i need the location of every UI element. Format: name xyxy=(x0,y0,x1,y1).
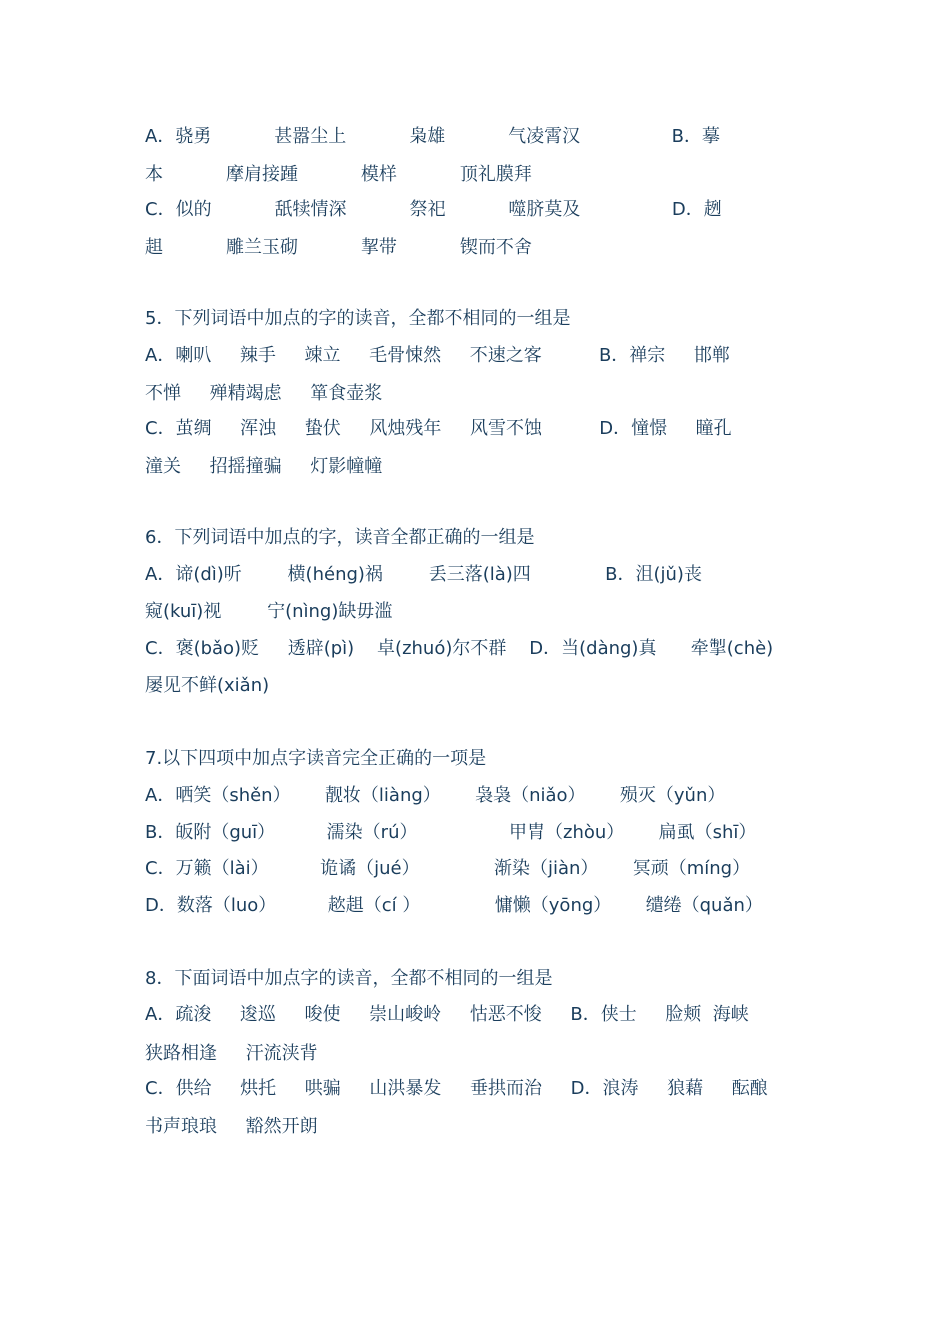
q6-option-ab-line: A．谛(dì)听 横(héng)祸 丢三落(là)四 B．沮(jǔ)丧 xyxy=(145,564,702,585)
q8-stem: 8．下面词语中加点字的读音，全都不相同的一组是 xyxy=(145,968,553,989)
q4-option-c-line: C．似的 舐犊情深 祭祀 噬脐莫及 D．趔 xyxy=(145,199,722,220)
q8-option-b-cont: 狭路相逢 汗流浃背 xyxy=(145,1043,318,1064)
q5-option-b-cont: 不惮 殚精竭虑 箪食壶浆 xyxy=(145,383,383,404)
q4-option-a-line: A．骁勇 甚嚣尘上 枭雄 气凌霄汉 B．摹 xyxy=(145,126,721,147)
q7-stem: 7.以下四项中加点字读音完全正确的一项是 xyxy=(145,748,487,769)
q4-option-d-line: 趄 雕兰玉砌 挈带 锲而不舍 xyxy=(145,237,532,258)
q5-option-ab-line: A．喇叭 辣手 竦立 毛骨悚然 不速之客 B．禅宗 邯郸 xyxy=(145,345,730,366)
q7-option-d: D．数落（luo） 趑趄（cí ） 慵懒（yōng） 缱绻（quǎn） xyxy=(145,895,763,916)
q6-option-d-cont: 屡见不鲜(xiǎn) xyxy=(145,675,270,696)
q8-option-ab-line: A．疏浚 逡巡 唆使 崇山峻岭 怙恶不悛 B．侠士 脸颊 海峡 xyxy=(145,1004,749,1025)
q8-option-d-cont: 书声琅琅 豁然开朗 xyxy=(145,1116,318,1137)
q7-option-b: B．皈附（guī） 濡染（rú） 甲胄（zhòu） 扁虱（shī） xyxy=(145,822,757,843)
q7-option-a: A．哂笑（shěn） 靓妆（liàng） 袅袅（niǎo） 殒灭（yǔn） xyxy=(145,785,726,806)
q5-stem: 5．下列词语中加点的字的读音，全都不相同的一组是 xyxy=(145,308,571,329)
q6-option-cd-line: C．褒(bǎo)贬 透辟(pì) 卓(zhuó)尔不群 D．当(dàng)真 牵掣(chè) xyxy=(145,638,774,659)
q8-option-cd-line: C．供给 烘托 哄骗 山洪暴发 垂拱而治 D．浪涛 狼藉 酝酿 xyxy=(145,1078,768,1099)
q5-option-d-cont: 潼关 招摇撞骗 灯影幢幢 xyxy=(145,456,383,477)
q6-stem: 6．下列词语中加点的字，读音全都正确的一组是 xyxy=(145,527,535,548)
q7-option-c: C．万籁（lài） 诡谲（jué） 渐染（jiàn） 冥顽（míng） xyxy=(145,858,751,879)
q4-option-b-line: 本 摩肩接踵 模样 顶礼膜拜 xyxy=(145,164,532,185)
q6-option-b-cont: 窥(kuī)视 宁(nìng)缺毋滥 xyxy=(145,601,393,622)
q5-option-cd-line: C．茧绸 浑浊 蛰伏 风烛残年 风雪不蚀 D．憧憬 瞳孔 xyxy=(145,418,732,439)
